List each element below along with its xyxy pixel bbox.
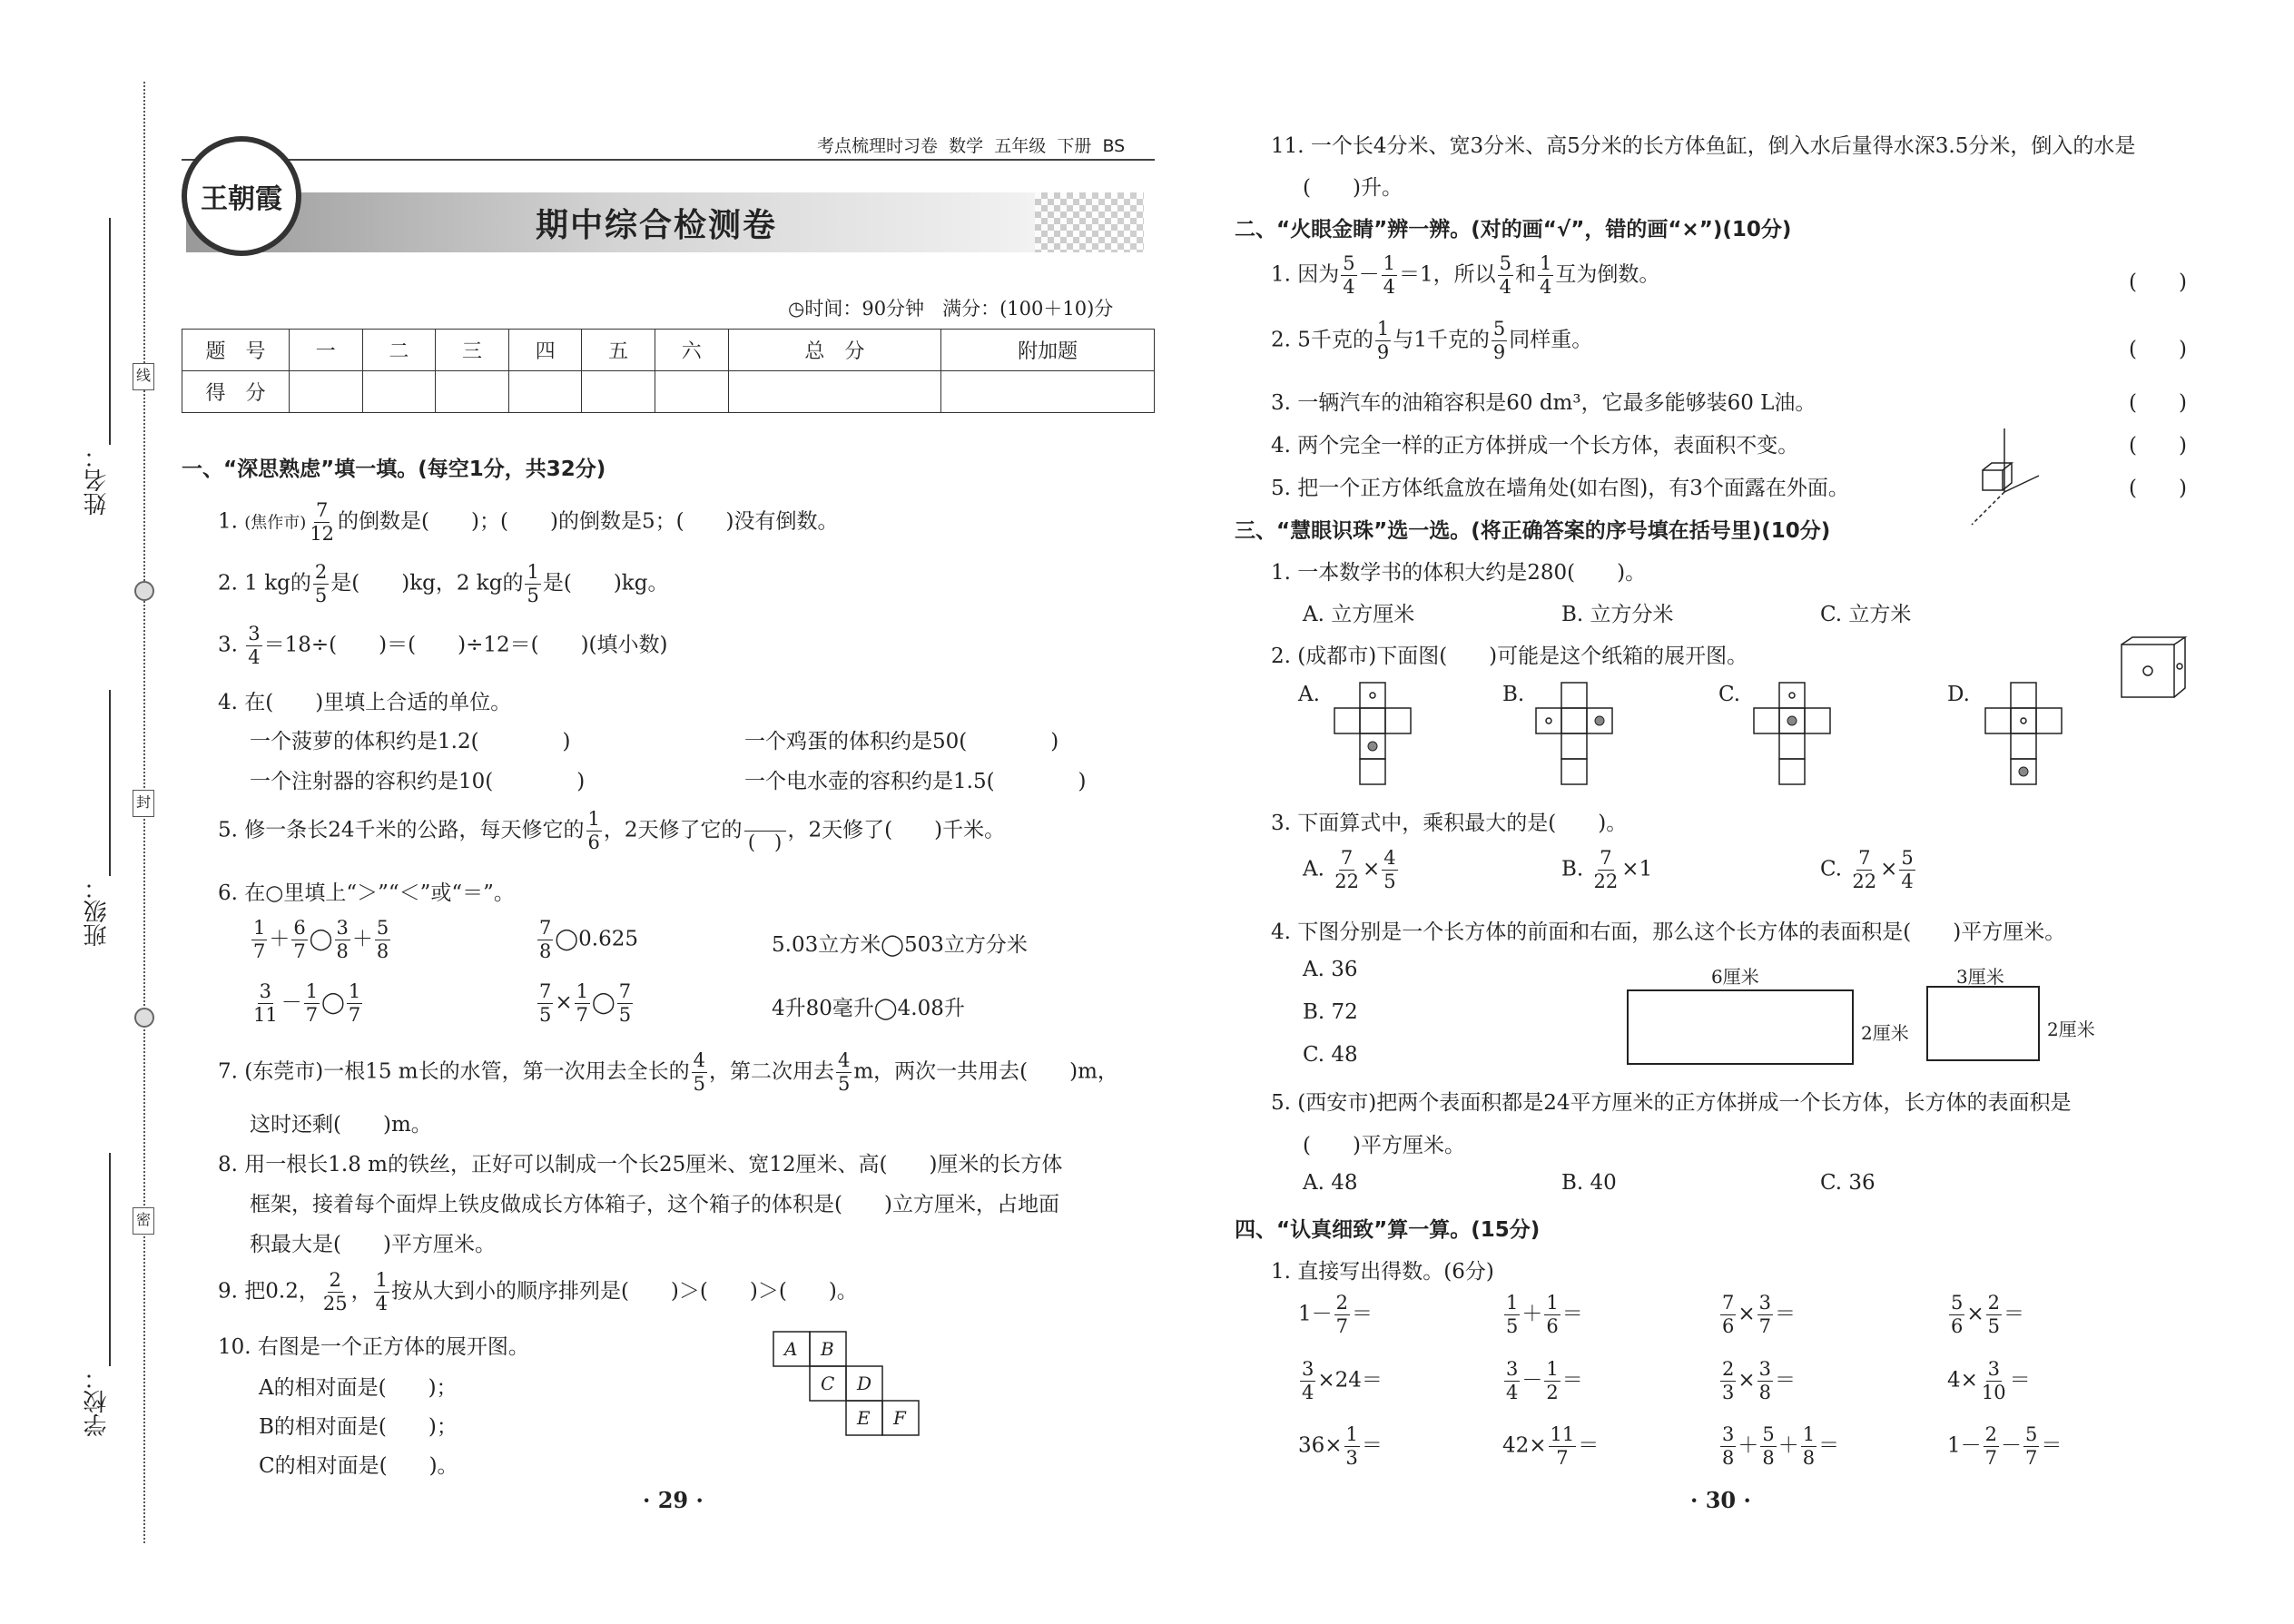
option[interactable]: B. 立方分米 (1561, 603, 1674, 626)
net-label: A (784, 1338, 798, 1360)
circle-blank[interactable]: ◯ (321, 990, 345, 1015)
score-table-header-row (182, 330, 1155, 371)
choice-5-line-2: ( )平方厘米。 (1303, 1134, 1465, 1157)
question-11-line-2: ( )升。 (1303, 176, 1403, 200)
calc-item: $\frac{3}{4}$ － $\frac{1}{2}$ ＝ (1506, 1358, 1583, 1403)
class-label: 班级： (84, 876, 111, 947)
question-8-line-2: 框架，接着每个面焊上铁皮做成长方体箱子，这个箱子的体积是( )立方厘米，占地面 (250, 1193, 1059, 1216)
calc-item: $\frac{2}{3}$ × $\frac{3}{8}$ ＝ (1722, 1358, 1797, 1403)
judge-3: 3. 一辆汽车的油箱容积是60 dm³，它最多能够装60 L油。 (1271, 391, 1816, 415)
score-input-cell[interactable] (728, 371, 941, 413)
question-10: 10. 右图是一个正方体的展开图。 (218, 1335, 529, 1359)
binding-hole-icon (134, 581, 154, 601)
compare-item: 4升80毫升◯4.08升 (772, 997, 965, 1020)
school-underline (109, 1153, 111, 1366)
calc-item: 1－ $\frac{2}{7}$ － $\frac{5}{7}$ ＝ (1947, 1423, 2063, 1469)
choice-1: 1. 一本数学书的体积大约是280( )。 (1271, 561, 1647, 585)
dimension-label: 2厘米 (1861, 1022, 1909, 1044)
dimension-label: 6厘米 (1711, 966, 1759, 988)
net-option-b (1534, 681, 1616, 794)
circle-blank[interactable]: ◯ (309, 927, 333, 951)
circle-blank[interactable]: ◯ (873, 997, 898, 1020)
option[interactable]: B. 72 (1303, 1000, 1358, 1024)
box-figure (2120, 635, 2192, 701)
page-title: 期中综合检测卷 (536, 207, 778, 244)
choice-2: 2. (成都市)下面图( )可能是这个纸箱的展开图。 (1271, 645, 1748, 668)
question-7: 7. (东莞市)一根15 m长的水管，第一次用去全长的 $\frac{4}{5}$ ，第二次用去 $\frac{4}{5}$ m，两次一共用去( )m， (218, 1049, 1118, 1095)
circle-blank[interactable]: ◯ (555, 927, 579, 951)
judge-4: 4. 两个完全一样的正方体拼成一个长方体，表面积不变。 (1271, 434, 1799, 458)
name-underline (109, 218, 111, 445)
question-1: 1. (焦作市) $\frac{7}{12}$ 的倒数是( )；( )的倒数是5；( )没有倒数。 (218, 499, 839, 545)
circle-blank[interactable]: ◯ (881, 933, 904, 957)
answer-bracket[interactable]: ( ) (2129, 391, 2187, 415)
table-cell: 题 号 (182, 330, 290, 371)
score-table (182, 329, 1155, 413)
front-face-rect (1627, 989, 1854, 1065)
name-label: 姓名： (84, 445, 111, 516)
fraction: $\frac{2}{25}$ (322, 1269, 348, 1314)
calc-item: 36× $\frac{1}{3}$ ＝ (1298, 1423, 1383, 1469)
calc-item: $\frac{3}{8}$ ＋ $\frac{5}{8}$ ＋ $\frac{1}{8}$ ＝ (1722, 1423, 1840, 1469)
compare-item: $\frac{7}{8}$ ◯0.625 (539, 917, 638, 962)
dimension-label: 3厘米 (1956, 966, 2004, 988)
fraction-blank[interactable]: ( ) (744, 810, 786, 852)
calc-item: $\frac{7}{6}$ × $\frac{3}{7}$ ＝ (1722, 1292, 1797, 1337)
calc-title: 1. 直接写出得数。(6分) (1271, 1260, 1494, 1284)
fraction: $\frac{3}{4}$ (248, 623, 261, 668)
table-cell: 四 (508, 330, 582, 371)
question-7-line-2: 这时还剩( )m。 (250, 1113, 432, 1137)
judge-5: 5. 把一个正方体纸盒放在墙角处(如右图)，有3个面露在外面。 (1271, 477, 1849, 500)
answer-bracket[interactable]: ( ) (2129, 434, 2187, 458)
header-series: 考点梳理时习卷 数学 五年级 下册 BS (817, 136, 1126, 156)
binding-mark-seal: 封 (133, 790, 154, 817)
calc-item: $\frac{3}{4}$ ×24＝ (1302, 1358, 1383, 1403)
fraction: $\frac{1}{5}$ (527, 561, 539, 606)
option[interactable]: C. 立方米 (1820, 603, 1912, 626)
question-10-item: A的相对面是( )； (259, 1376, 458, 1400)
school-label: 学校： (84, 1366, 111, 1437)
score-input-cell[interactable] (362, 371, 436, 413)
compare-item: $\frac{1}{7}$ ＋ $\frac{6}{7}$ ◯ $\frac{3}{8}$ ＋ $\frac{5}{8}$ (253, 917, 389, 962)
choice-4: 4. 下图分别是一个长方体的前面和右面，那么这个长方体的表面积是( )平方厘米。 (1271, 920, 2066, 944)
judge-2: 2. 5千克的 $\frac{1}{9}$ 与1千克的 $\frac{5}{9}$ 同样重。 (1271, 318, 1593, 363)
table-cell: 三 (436, 330, 509, 371)
question-11-line-1: 11. 一个长4分米、宽3分米、高5分米的长方体鱼缸，倒入水后量得水深3.5分米，倒入的水是 (1271, 134, 2136, 158)
table-cell: 一 (290, 330, 363, 371)
fraction: $\frac{4}{5}$ (693, 1049, 705, 1095)
net-label: F (893, 1407, 906, 1429)
option[interactable]: A. 48 (1303, 1171, 1358, 1195)
question-10-item: C的相对面是( )。 (259, 1454, 458, 1478)
compare-item: $\frac{7}{5}$ × $\frac{1}{7}$ ◯ $\frac{7}{5}$ (539, 980, 632, 1026)
judge-1: 1. 因为 $\frac{5}{4}$ － $\frac{1}{4}$ ＝1，所以 $\frac{5}{4}$ 和 $\frac{1}{4}$ 互为倒数。 (1271, 252, 1660, 298)
question-4-item: 一个注射器的容积约是10( ) (250, 770, 586, 793)
score-table-score-row (182, 371, 1155, 413)
option[interactable]: C. 48 (1303, 1043, 1358, 1067)
question-3: 3. $\frac{3}{4}$ ＝18÷( )＝( )÷12＝( )(填小数) (218, 623, 668, 668)
score-input-cell[interactable] (655, 371, 728, 413)
section-1-heading: 一、“深思熟虑”填一填。(每空1分，共32分) (182, 458, 606, 481)
choice-5-line-1: 5. (西安市)把两个表面积都是24平方厘米的正方体拼成一个长方体，长方体的表面积是 (1271, 1091, 2072, 1115)
score-input-cell[interactable] (436, 371, 509, 413)
question-4-item: 一个鸡蛋的体积约是50( ) (744, 730, 1059, 753)
calc-item: $\frac{5}{6}$ × $\frac{2}{5}$ ＝ (1951, 1292, 2025, 1337)
option[interactable]: D. (1947, 683, 1970, 706)
fraction: $\frac{7}{12}$ (310, 499, 335, 545)
page-number-right: · 30 · (1690, 1487, 1751, 1513)
option[interactable]: B. 40 (1561, 1171, 1617, 1195)
corner-cube-figure (1970, 428, 2043, 528)
question-8-line-1: 8. 用一根长1.8 m的铁丝，正好可以制成一个长25厘米、宽12厘米、高( )厘米的长方体 (218, 1153, 1063, 1176)
table-cell: 附加题 (941, 330, 1155, 371)
score-input-cell[interactable] (290, 371, 363, 413)
question-4-item: 一个电水壶的容积约是1.5( ) (744, 770, 1087, 793)
fraction: $\frac{1}{6}$ (587, 808, 600, 853)
page-number-left: · 29 · (643, 1487, 704, 1513)
net-label: C (821, 1373, 835, 1394)
option[interactable]: A. 立方厘米 (1303, 603, 1415, 626)
fraction: $\frac{2}{5}$ (314, 561, 328, 606)
net-label: E (857, 1407, 871, 1429)
option[interactable]: C. $\frac{7}{22}$ × $\frac{5}{4}$ (1820, 847, 1914, 892)
question-4: 4. 在( )里填上合适的单位。 (218, 691, 512, 714)
answer-bracket[interactable]: ( ) (2129, 338, 2187, 361)
section-3-heading: 三、“慧眼识珠”选一选。(将正确答案的序号填在括号里)(10分) (1235, 519, 1831, 543)
score-input-cell[interactable] (508, 371, 582, 413)
time-info: ◷时间：90分钟 满分：(100＋10)分 (788, 298, 1114, 320)
calc-item: 42× $\frac{11}{7}$ ＝ (1502, 1423, 1600, 1469)
option[interactable]: B. $\frac{7}{22}$ ×1 (1561, 847, 1653, 892)
question-10-item: B的相对面是( )； (259, 1415, 458, 1439)
dimension-label: 2厘米 (2047, 1019, 2095, 1040)
question-4-item: 一个菠萝的体积约是1.2( ) (250, 730, 571, 753)
class-underline (109, 690, 111, 876)
calc-item: 1－ $\frac{2}{7}$ ＝ (1298, 1292, 1373, 1337)
binding-mark-secret: 密 (133, 1207, 154, 1235)
circle-blank[interactable]: ◯ (592, 990, 615, 1015)
choice-3: 3. 下面算式中，乘积最大的是( )。 (1271, 812, 1628, 835)
side-face-rect (1926, 986, 2040, 1061)
net-option-d (1984, 681, 2065, 794)
question-5: 5. 修一条长24千米的公路，每天修它的 $\frac{1}{6}$ ，2天修了它的 ( ) ，2天修了( )千米。 (218, 808, 1006, 853)
table-cell: 二 (362, 330, 436, 371)
binding-hole-icon (134, 1008, 154, 1028)
answer-bracket[interactable]: ( ) (2129, 477, 2187, 500)
net-option-c (1752, 681, 1834, 794)
compare-item: $\frac{3}{11}$ － $\frac{1}{7}$ ◯ $\frac{1}{7}$ (253, 980, 361, 1026)
cube-net-diagram (772, 1330, 926, 1448)
logo-badge (182, 136, 301, 256)
question-8-line-3: 积最大是( )平方厘米。 (250, 1233, 496, 1256)
option[interactable]: A. (1298, 683, 1320, 706)
logo-text: 王朝霞 (201, 183, 282, 215)
binding-mark-line: 线 (133, 363, 154, 390)
net-label: D (857, 1373, 872, 1394)
option[interactable]: A. $\frac{7}{22}$ × $\frac{4}{5}$ (1303, 847, 1396, 892)
calc-item: 4× $\frac{3}{10}$ ＝ (1947, 1358, 2031, 1403)
table-cell: 总 分 (728, 330, 941, 371)
section-4-heading: 四、“认真细致”算一算。(15分) (1235, 1218, 1541, 1242)
score-input-cell[interactable] (941, 371, 1155, 413)
fraction: $\frac{4}{5}$ (837, 1049, 851, 1095)
option[interactable]: A. 36 (1303, 958, 1358, 981)
net-label: B (821, 1338, 834, 1360)
table-cell: 五 (582, 330, 655, 371)
question-2: 2. 1 kg的 $\frac{2}{5}$ 是( )kg，2 kg的 $\frac{1}{5}$ 是( )kg。 (218, 561, 669, 606)
option[interactable]: B. (1502, 683, 1525, 706)
question-9: 9. 把0.2， $\frac{2}{25}$ ， $\frac{1}{4}$ 按从大到小的顺序排列是( )＞( )＞( )。 (218, 1269, 858, 1314)
clock-icon: ◷ (788, 298, 805, 320)
header-divider (182, 159, 1155, 161)
table-cell: 得 分 (182, 371, 290, 413)
table-cell: 六 (655, 330, 728, 371)
fraction: $\frac{1}{4}$ (375, 1269, 388, 1314)
section-2-heading: 二、“火眼金睛”辨一辨。(对的画“√”，错的画“×”)(10分) (1235, 218, 1792, 241)
calc-item: $\frac{1}{5}$ ＋ $\frac{1}{6}$ ＝ (1506, 1292, 1583, 1337)
answer-bracket[interactable]: ( ) (2129, 271, 2187, 294)
option[interactable]: C. (1718, 683, 1741, 706)
score-input-cell[interactable] (582, 371, 655, 413)
question-6: 6. 在○里填上“＞”“＜”或“＝”。 (218, 881, 515, 905)
net-option-a (1333, 681, 1414, 794)
compare-item: 5.03立方米◯503立方分米 (772, 933, 1028, 957)
checker-pattern (1035, 192, 1144, 252)
option[interactable]: C. 36 (1820, 1171, 1876, 1195)
